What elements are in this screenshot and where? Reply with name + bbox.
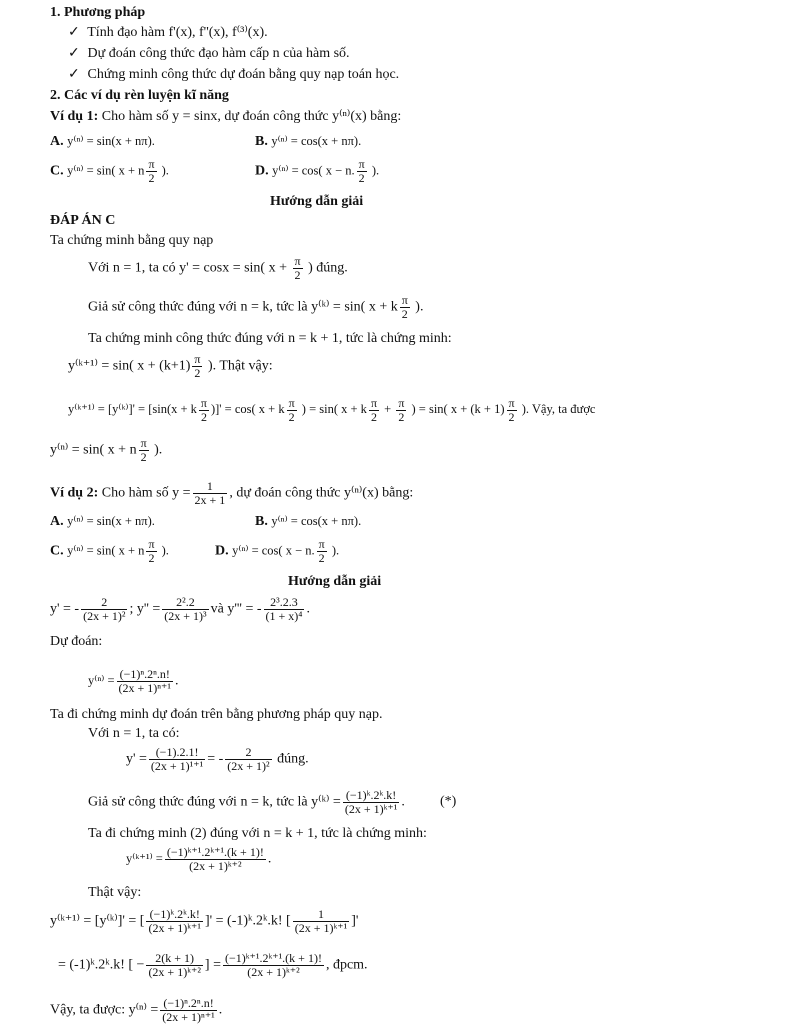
ex2-goal: Ta đi chứng minh (2) đúng với n = k + 1, tức là chứng minh: <box>88 826 427 841</box>
ex2-guide-heading: Hướng dẫn giải <box>288 574 382 589</box>
bullet-1: ✓ Tính đạo hàm f'(x), f''(x), f⁽³⁾(x). <box>68 25 268 40</box>
ex2-n1-label: Với n = 1, ta có: <box>88 726 180 741</box>
ex1-option-b: B. y⁽ⁿ⁾ = cos(x + nπ). <box>255 134 362 149</box>
ex1-line-2: Với n = 1, ta có y' = cosx = sin( x + $\frac{\pi}{2}$ ) đúng. <box>88 254 348 282</box>
ex1-line-1: Ta chứng minh bằng quy nạp <box>50 233 214 248</box>
ex1-line-6: y⁽ᵏ⁺¹⁾ = [y⁽ᵏ⁾]' = [sin(x + k $\frac{\pi}{2}$ )]' = cos( x + k $\frac{\pi}{2}$ ) = sin( x + k $\frac{\pi}{2}$ + $\frac{\pi}{2}$ ) = sin( x + (k + 1) $\frac{\pi}{2}$ ). Vậy, ta được <box>68 396 596 424</box>
ex1-line-5: y⁽ᵏ⁺¹⁾ = sin( x + (k+1) $\frac{\pi}{2}$ ). Thật vậy: <box>68 352 273 380</box>
ex2-indeed: Thật vậy: <box>88 885 142 900</box>
ex2-step-2: = (-1)ᵏ.2ᵏ.k! [ − $\frac{2(k + 1)}{\text{(2x + 1)ᵏ⁺²}}$ ] = $\frac{\text{(−1)ᵏ⁺¹.2ᵏ⁺¹.(k + 1)!}}{\text{(2x + 1)ᵏ⁺²}}$ , đpcm. <box>58 951 368 979</box>
ex2-step-1: y⁽ᵏ⁺¹⁾ = [y⁽ᵏ⁾]' = [ $\frac{\text{(−1)ᵏ.2ᵏ.k!}}{\text{(2x + 1)ᵏ⁺¹}}$ ]' = (-1)ᵏ.2ᵏ.k! [ $\frac{1}{\text{(2x + 1)ᵏ⁺¹}}$ ]' <box>50 907 359 935</box>
ex2-hypothesis-tag: (*) <box>440 794 457 809</box>
section-2-heading: 2. Các ví dụ rèn luyện kĩ năng <box>50 88 229 103</box>
check-icon: ✓ <box>68 67 80 82</box>
ex1-option-a: A. y⁽ⁿ⁾ = sin(x + nπ). <box>50 134 155 149</box>
ex1-guide-heading: Hướng dẫn giải <box>270 194 364 209</box>
bullet-3: ✓ Chứng minh công thức dự đoán bằng quy nạp toán học. <box>68 67 400 82</box>
check-icon: ✓ <box>68 46 80 61</box>
ex2-n1-check: y' = $\frac{(-1).2.1!}{\text{(2x + 1)¹⁺¹}}$ = - $\frac{2}{\text{(2x + 1)²}}$ đúng. <box>126 745 309 773</box>
check-icon: ✓ <box>68 25 80 40</box>
ex2-prove-intro: Ta đi chứng minh dự đoán trên bằng phương pháp quy nạp. <box>50 707 383 722</box>
ex2-option-b: B. y⁽ⁿ⁾ = cos(x + nπ). <box>255 514 362 529</box>
ex1-option-d: D. y⁽ⁿ⁾ = cos( x − n. $\frac{\pi}{2}$ ). <box>255 157 380 185</box>
example-1-question: Ví dụ 1: Cho hàm số y = sinx, dự đoán công thức y⁽ⁿ⁾(x) bằng: <box>50 109 402 124</box>
ex1-answer: ĐÁP ÁN C <box>50 213 116 228</box>
example-2-question: Ví dụ 2: Cho hàm số y = $\frac{1}{2x + 1}$ , dự đoán công thức y⁽ⁿ⁾(x) bằng: <box>50 479 414 507</box>
section-1-heading: 1. Phương pháp <box>50 5 146 20</box>
ex2-hypothesis: Giả sử công thức đúng với n = k, tức là y⁽ᵏ⁾ = $\frac{\text{(−1)ᵏ.2ᵏ.k!}}{\text{(2x + 1)ᵏ⁺¹}}$ . <box>88 788 405 816</box>
ex1-option-c: C. y⁽ⁿ⁾ = sin( x + n $\frac{\pi}{2}$ ). <box>50 157 169 185</box>
ex2-option-a: A. y⁽ⁿ⁾ = sin(x + nπ). <box>50 514 155 529</box>
ex1-line-7: y⁽ⁿ⁾ = sin( x + n $\frac{\pi}{2}$ ). <box>50 436 163 464</box>
ex2-option-c: C. y⁽ⁿ⁾ = sin( x + n $\frac{\pi}{2}$ ). <box>50 537 169 565</box>
ex2-conclusion: Vậy, ta được: y⁽ⁿ⁾ = $\frac{\text{(−1)ⁿ.2ⁿ.n!}}{\text{(2x + 1)ⁿ⁺¹}}$ . <box>50 996 223 1024</box>
ex2-prediction: y⁽ⁿ⁾ = $\frac{\text{(−1)ⁿ.2ⁿ.n!}}{\text{(2x + 1)ⁿ⁺¹}}$ . <box>88 667 179 695</box>
ex2-predict-label: Dự đoán: <box>50 634 103 649</box>
bullet-2: ✓ Dự đoán công thức đạo hàm cấp n của hàm số. <box>68 46 350 61</box>
ex1-line-4: Ta chứng minh công thức đúng với n = k + 1, tức là chứng minh: <box>88 331 452 346</box>
ex2-derivatives: y' = - $\frac{2}{\text{(2x + 1)²}}$ ; y'' = $\frac{\text{2².2}}{\text{(2x + 1)³}}$ và y''' = - $\frac{\text{2³.2.3}}{\text{(1 + x)⁴}}$ . <box>50 595 310 623</box>
ex1-line-3: Giả sử công thức đúng với n = k, tức là y⁽ᵏ⁾ = sin( x + k $\frac{\pi}{2}$ ). <box>88 293 424 321</box>
ex2-goal-formula: y⁽ᵏ⁺¹⁾ = $\frac{\text{(−1)ᵏ⁺¹.2ᵏ⁺¹.(k + 1)!}}{\text{(2x + 1)ᵏ⁺²}}$ . <box>126 845 272 873</box>
ex2-option-d: D. y⁽ⁿ⁾ = cos( x − n. $\frac{\pi}{2}$ ). <box>215 537 340 565</box>
